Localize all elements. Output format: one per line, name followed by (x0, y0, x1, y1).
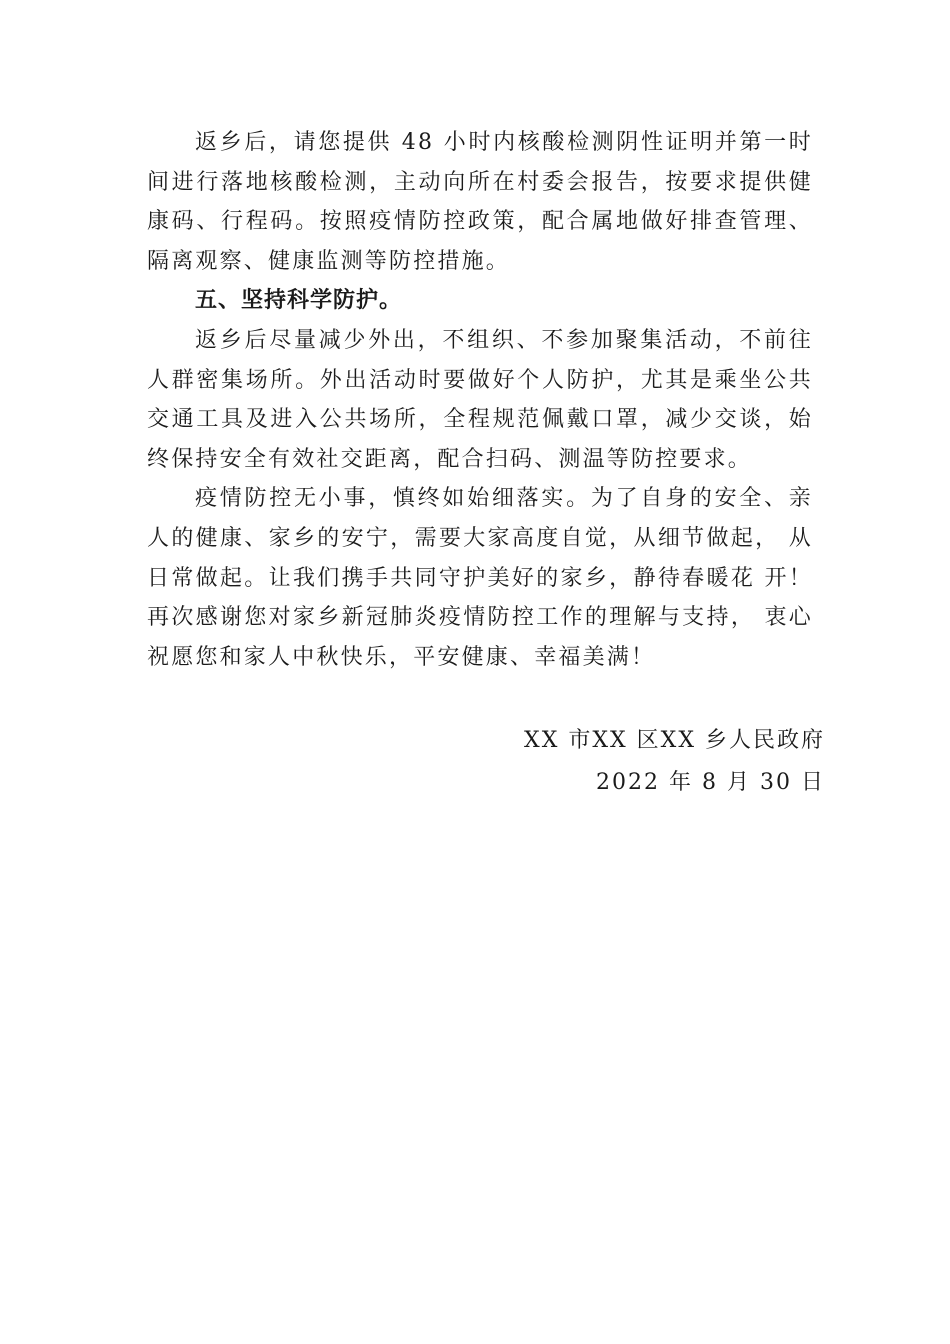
paragraph-return-testing: 返乡后，请您提供 48 小时内核酸检测阴性证明并第一时间进行落地核酸检测，主动向所在村委会报告，按要求提供健康码、行程码。按照疫情防控政策，配合属地做好排查管理、隔离观察、健康监测等防控措施。 (147, 130, 813, 274)
signature-block (524, 720, 825, 804)
document-body (147, 123, 813, 677)
section-heading-protection: 五、坚持科学防护。 (195, 288, 403, 314)
issuer-name: XX 市XX 区XX 乡人民政府 (524, 728, 825, 753)
paragraph-protection: 返乡后尽量减少外出，不组织、不参加聚集活动，不前往人群密集场所。外出活动时要做好个人防护，尤其是乘坐公共交通工具及进入公共场所，全程规范佩戴口罩，减少交谈，始终保持安全有效社交距离，配合扫码、测温等防控要求。 (147, 327, 813, 472)
issue-date: 2022 年 8 月 30 日 (596, 770, 825, 795)
paragraph-closing: 疫情防控无小事，慎终如始细落实。为了自身的安全、亲人的健康、家乡的安宁，需要大家高度自觉，从细节做起， 从日常做起。让我们携手共同守护美好的家乡，静待春暖花 开！再次感谢您对家乡新冠肺炎疫情防控工作的理解与支持， 衷心祝愿您和家人中秋快乐，平安健康、幸福美满！ (147, 486, 813, 670)
